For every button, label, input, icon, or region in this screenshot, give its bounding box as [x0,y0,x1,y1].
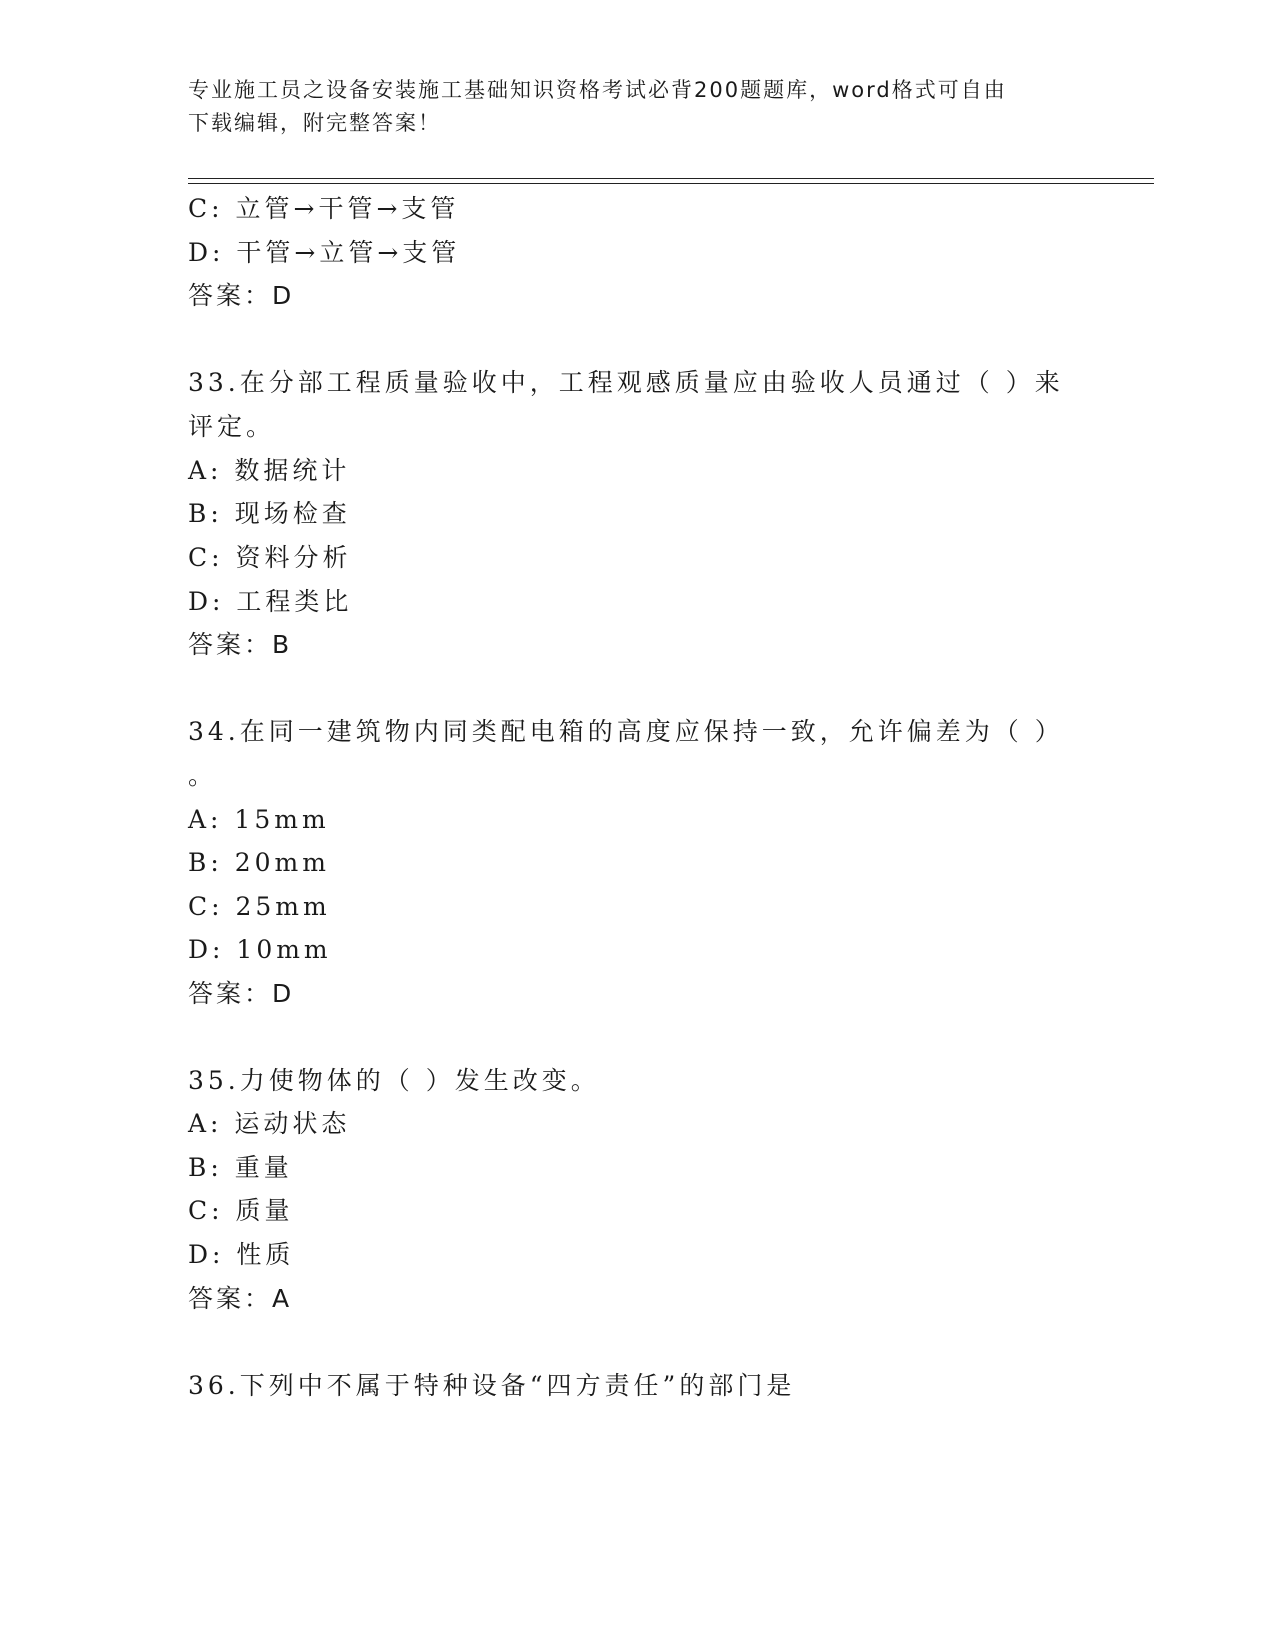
q35-option-d: D: 性质 [188,1240,295,1269]
q35-stem-line-1: 35.力使物体的（ ）发生改变。 [188,1066,600,1095]
q36-stem-line-1: 36.下列中不属于特种设备“四方责任”的部门是 [188,1371,796,1400]
q34-stem-line-1: 34.在同一建筑物内同类配电箱的高度应保持一致，允许偏差为（ ） [188,717,1064,746]
q32-option-d: D: 干管→立管→支管 [188,238,461,267]
header-line-2: 下载编辑，附完整答案！ [188,111,441,135]
header-divider-bottom [188,183,1154,184]
q35-answer: 答案：A [188,1284,293,1313]
q34-option-a: A: 15mm [188,805,330,834]
q33-option-d: D: 工程类比 [188,587,353,616]
q34-option-d: D: 10mm [188,935,332,964]
q34-option-b: B: 20mm [188,848,330,877]
q33-option-b: B: 现场检查 [188,499,351,528]
q34-stem-line-2: 。 [188,761,218,790]
header-divider-top [188,178,1154,179]
q33-stem-line-1: 33.在分部工程质量验收中，工程观感质量应由验收人员通过（ ）来 [188,368,1064,397]
q35-option-c: C: 质量 [188,1196,294,1225]
header-line-1: 专业施工员之设备安装施工基础知识资格考试必背200题题库，word格式可自由 [188,78,1007,102]
q33-stem-line-2: 评定。 [188,412,276,441]
q34-option-c: C: 25mm [188,892,331,921]
q33-option-c: C: 资料分析 [188,543,352,572]
q34-answer: 答案：D [188,979,295,1008]
document-header [188,74,1088,140]
q32-option-c: C: 立管→干管→支管 [188,194,460,223]
q33-answer: 答案：B [188,630,293,659]
q33-option-a: A: 数据统计 [188,456,351,485]
q32-answer: 答案：D [188,281,295,310]
q35-option-b: B: 重量 [188,1153,293,1182]
q35-option-a: A: 运动状态 [188,1109,351,1138]
